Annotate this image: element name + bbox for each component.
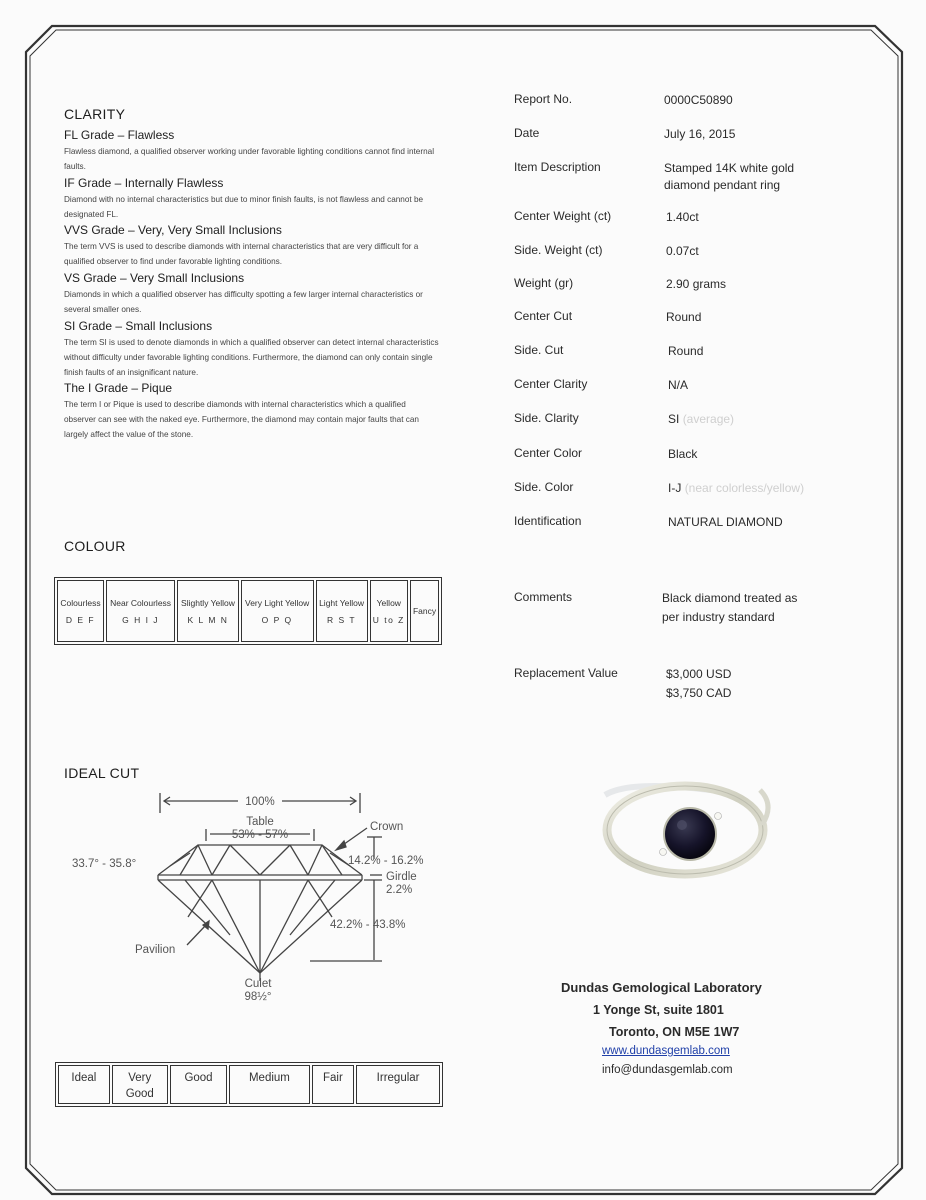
report-value: diamond pendant ring [664, 178, 781, 192]
cut-pavilion-label: Pavilion [135, 944, 176, 956]
report-value: NATURAL DIAMOND [668, 515, 783, 529]
grade-vs-heading: VS Grade – Very Small Inclusions [64, 271, 245, 285]
report-value: Stamped 14K white gold [664, 161, 795, 175]
cut-pavilion-depth: 42.2% - 43.8% [330, 919, 406, 931]
grade-if-desc: Diamond with no internal characteristics but due to minor finish faults, is not flawless and cannot be designated FL. [64, 195, 424, 219]
grade-i-desc: The term I or Pique is used to describe diamonds with internal characteristics which a qualified observer can see with the naked eye. Furthermore, the diamond may contain major faults that can largely affect the value of the stone. [64, 400, 419, 439]
report-label: Center Clarity [514, 377, 588, 391]
cut-grade-cell: Fair [312, 1065, 355, 1104]
replacement-usd: $3,000 USD [666, 667, 732, 681]
report-value: SI (average) [668, 412, 735, 426]
grade-si-desc: The term SI is used to denote diamonds in which a qualified observer can detect internal characteristics without difficulty under favorable lighting conditions. Furthermore, the diamond can only contain single finish faults of an insignificant nature. [64, 338, 439, 377]
replacement-cad: $3,750 CAD [666, 686, 732, 700]
report-label: Date [514, 126, 540, 140]
colour-cell: Light Yellow R S T [316, 580, 368, 642]
ring-photo [590, 770, 790, 890]
cut-width-label: 100% [245, 796, 275, 808]
cut-girdle-label: Girdle [386, 871, 417, 883]
grade-vvs-heading: VVS Grade – Very, Very Small Inclusions [64, 223, 282, 237]
lab-address-line2: Toronto, ON M5E 1W7 [609, 1025, 740, 1039]
grade-fl-desc: Flawless diamond, a qualified observer working under favorable lighting conditions cannot find internal faults. [64, 147, 435, 171]
cut-grade-cell: Good [170, 1065, 228, 1104]
grade-vvs-desc: The term VVS is used to describe diamonds with internal characteristics that are very difficult for a qualified observer to find under favorable lighting conditions. [64, 242, 419, 266]
report-label: Side. Clarity [514, 411, 579, 425]
report-value: N/A [668, 378, 689, 392]
lab-address-line1: 1 Yonge St, suite 1801 [593, 1003, 724, 1017]
report-value: 0000C50890 [664, 93, 733, 107]
comments-value: Black diamond treated as [662, 591, 798, 605]
colour-cell: Very Light Yellow O P Q [241, 580, 314, 642]
grade-if-heading: IF Grade – Internally Flawless [64, 176, 224, 190]
colour-cell: Colourless D E F [57, 580, 104, 642]
cut-table-label: Table [246, 816, 274, 828]
colour-cell: Slightly Yellow K L M N [177, 580, 239, 642]
diamond-cut-diagram [60, 785, 450, 1010]
cut-grade-cell: Irregular [356, 1065, 440, 1104]
report-label: Weight (gr) [514, 276, 574, 290]
report-value: Round [666, 310, 702, 324]
colour-scale-table [54, 577, 442, 645]
lab-website-link[interactable]: www.dundasgemlab.com [602, 1045, 730, 1057]
report-value: 1.40ct [666, 210, 699, 224]
lab-name: Dundas Gemological Laboratory [561, 980, 762, 995]
cut-grade-cell: Ideal [58, 1065, 110, 1104]
report-label: Side. Weight (ct) [514, 243, 603, 257]
replacement-label: Replacement Value [514, 666, 618, 680]
comments-value: per industry standard [662, 610, 775, 624]
report-label: Center Color [514, 446, 583, 460]
cut-grade-table [55, 1062, 443, 1107]
cut-culet-value: 98½° [244, 991, 272, 1003]
report-label: Side. Cut [514, 343, 564, 357]
cut-crown-height: 14.2% - 16.2% [348, 855, 424, 867]
cut-crown-label: Crown [370, 821, 404, 833]
colour-cell: Near Colourless G H I J [106, 580, 175, 642]
report-value: Black [668, 447, 698, 461]
cut-girdle-value: 2.2% [386, 884, 413, 896]
grade-vs-desc: Diamonds in which a qualified observer has difficulty spotting a few larger internal characteristics or several smaller ones. [64, 290, 423, 314]
cut-table-range: 53% - 57% [231, 829, 289, 841]
report-value: 2.90 grams [666, 277, 727, 291]
colour-title: COLOUR [64, 538, 126, 554]
cut-crown-angle: 33.7° - 35.8° [72, 858, 137, 870]
report-label: Side. Color [514, 480, 574, 494]
comments-label: Comments [514, 590, 573, 604]
report-value: 0.07ct [666, 244, 699, 258]
report-label: Center Cut [514, 309, 573, 323]
cut-culet-label: Culet [244, 978, 272, 990]
lab-email: info@dundasgemlab.com [602, 1064, 733, 1076]
ideal-cut-title: IDEAL CUT [64, 765, 140, 781]
report-value: I-J (near colorless/yellow) [668, 481, 805, 495]
report-value: July 16, 2015 [664, 127, 736, 141]
report-label: Identification [514, 514, 582, 528]
grade-fl-heading: FL Grade – Flawless [64, 128, 175, 142]
cut-grade-cell: Medium [229, 1065, 309, 1104]
report-label: Report No. [514, 92, 573, 106]
report-label: Center Weight (ct) [514, 209, 612, 223]
report-label: Item Description [514, 160, 601, 174]
colour-cell: Yellow U to Z [370, 580, 408, 642]
colour-cell: Fancy [410, 580, 439, 642]
clarity-title: CLARITY [64, 106, 126, 122]
grade-i-heading: The I Grade – Pique [64, 381, 173, 395]
cut-grade-cell: Very Good [112, 1065, 168, 1104]
report-value: Round [668, 344, 704, 358]
grade-si-heading: SI Grade – Small Inclusions [64, 319, 213, 333]
